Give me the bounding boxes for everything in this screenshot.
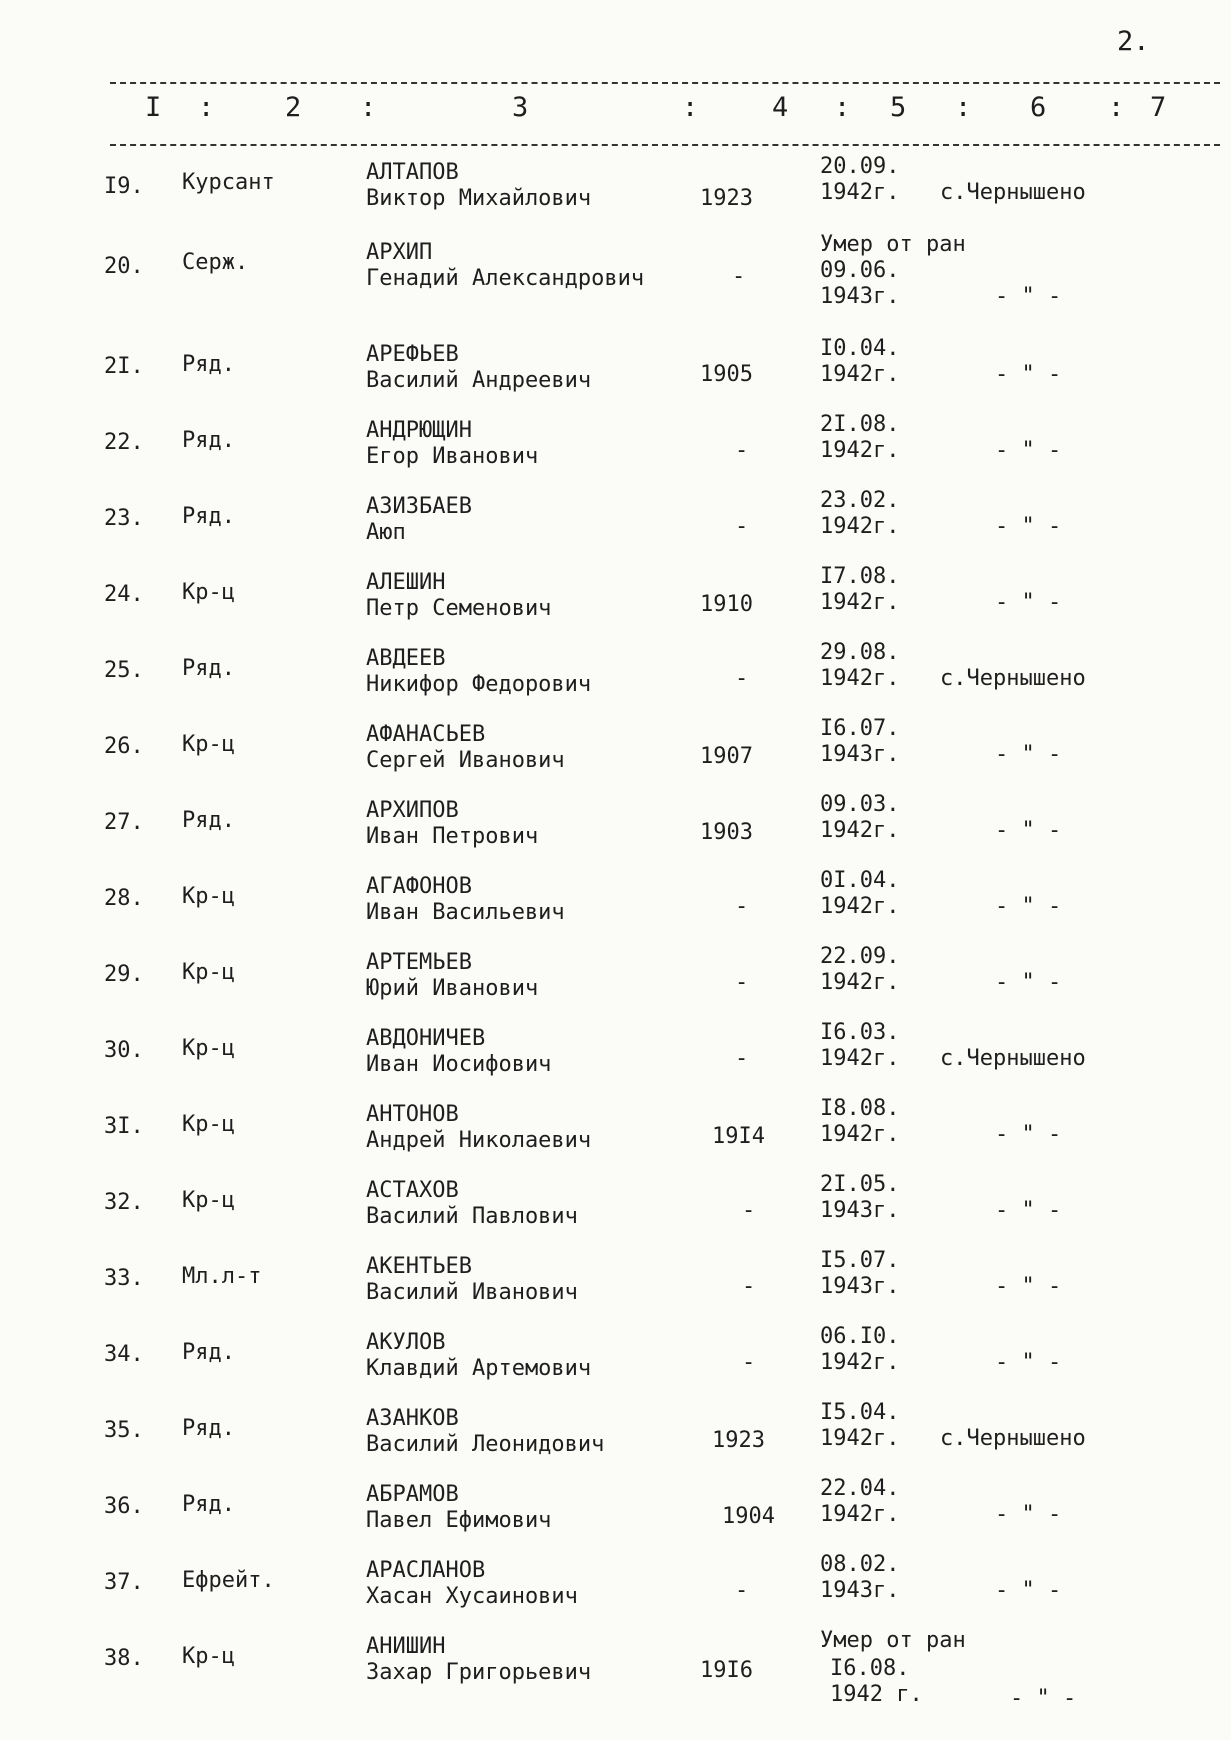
row-surname: АКУЛОВ <box>366 1330 446 1355</box>
row-given-name: Петр Семенович <box>366 596 552 621</box>
row-surname: АРЕФЬЕВ <box>366 342 459 367</box>
row-birth-year: 1923 <box>712 1428 765 1453</box>
row-name <box>366 1254 578 1306</box>
row-birth-year: 1903 <box>700 820 753 845</box>
row-birth-year: - <box>742 1350 756 1375</box>
row-birth-year: 1904 <box>722 1504 775 1529</box>
row-given-name: Никифор Федорович <box>366 672 592 697</box>
row-given-name: Василий Иванович <box>366 1280 578 1305</box>
row-name <box>366 1558 578 1610</box>
header-col6: 6 <box>1030 92 1047 123</box>
row-rank: Ряд. <box>182 352 235 377</box>
row-rank: Серж. <box>182 250 249 275</box>
row-surname: АРХИП <box>366 240 433 265</box>
header-sep: : <box>198 92 215 123</box>
row-birth-year: 1907 <box>700 744 753 769</box>
row-given-name: Василий Леонидович <box>366 1432 605 1457</box>
row-surname: АКЕНТЬЕВ <box>366 1254 472 1279</box>
row-name <box>366 1026 551 1078</box>
row-death-date-year: 1943г. <box>820 742 900 767</box>
row-burial-place: - " - <box>995 590 1062 615</box>
row-number: 24. <box>104 582 144 607</box>
row-given-name: Юрий Иванович <box>366 976 539 1001</box>
row-birth-year: - <box>735 514 749 539</box>
row-name <box>366 798 538 850</box>
row-surname: АБРАМОВ <box>366 1482 459 1507</box>
row-number: 32. <box>104 1190 144 1215</box>
row-birth-year: 1910 <box>700 592 753 617</box>
row-name <box>366 950 538 1002</box>
row-birth-year: 19I4 <box>712 1124 765 1149</box>
row-burial-place: с.Чернышено <box>940 666 1086 691</box>
row-surname: АСТАХОВ <box>366 1178 459 1203</box>
row-surname: АНИШИН <box>366 1634 446 1659</box>
row-birth-year: - <box>735 1046 749 1071</box>
row-rank: Ряд. <box>182 504 235 529</box>
row-death-date-day: I8.08. <box>820 1096 900 1121</box>
row-number: 28. <box>104 886 144 911</box>
row-rank: Кр-ц <box>182 1036 235 1061</box>
row-birth-year: 19I6 <box>700 1658 753 1683</box>
row-surname: АНДРЮЩИН <box>366 418 472 443</box>
row-rank: Ефрейт. <box>182 1568 275 1593</box>
row-death-date-day: I6.03. <box>820 1020 900 1045</box>
row-given-name: Василий Андреевич <box>366 368 592 393</box>
row-death-date-day: 29.08. <box>820 640 900 665</box>
row-death-date-day: I5.04. <box>820 1400 900 1425</box>
header-sep: : <box>682 92 699 123</box>
row-birth-year: - <box>735 970 749 995</box>
row-death-date-day: 09.06. <box>820 258 900 283</box>
row-birth-year: - <box>735 1578 749 1603</box>
header-col5: 5 <box>890 92 907 123</box>
row-surname: АРАСЛАНОВ <box>366 1558 486 1583</box>
row-death-date-day: I7.08. <box>820 564 900 589</box>
header-col2: 2 <box>285 92 302 123</box>
row-given-name: Генадий Александрович <box>366 266 645 291</box>
row-death-date-day: 2I.05. <box>820 1172 900 1197</box>
row-name <box>366 1102 591 1154</box>
row-name <box>366 874 565 926</box>
row-number: 29. <box>104 962 144 987</box>
row-death-date-day: 06.I0. <box>820 1324 900 1349</box>
row-death-date-year: 1942 г. <box>830 1682 923 1707</box>
row-burial-place: - " - <box>995 1122 1062 1147</box>
row-burial-place: - " - <box>995 438 1062 463</box>
row-birth-year: - <box>735 438 749 463</box>
row-burial-place: - " - <box>995 514 1062 539</box>
row-death-date-day: 09.03. <box>820 792 900 817</box>
row-burial-place: - " - <box>995 1502 1062 1527</box>
row-given-name: Аюп <box>366 520 406 545</box>
row-rank: Ряд. <box>182 1492 235 1517</box>
row-birth-year: - <box>735 666 749 691</box>
row-rank: Ряд. <box>182 1416 235 1441</box>
row-death-date-day: 0I.04. <box>820 868 900 893</box>
row-surname: АЛЕШИН <box>366 570 446 595</box>
row-burial-place: - " - <box>995 818 1062 843</box>
row-name <box>366 342 591 394</box>
row-death-date-day: 2I.08. <box>820 412 900 437</box>
row-burial-place: - " - <box>995 1350 1062 1375</box>
row-surname: АРХИПОВ <box>366 798 459 823</box>
row-birth-year: - <box>742 1274 756 1299</box>
row-death-date-year: 1943г. <box>820 1198 900 1223</box>
row-death-date-year: 1942г. <box>820 514 900 539</box>
row-birth-year: 1905 <box>700 362 753 387</box>
row-rank: Кр-ц <box>182 580 235 605</box>
header-col1: I <box>145 92 162 123</box>
row-name <box>366 1634 591 1686</box>
row-note: Умер от ран <box>820 1628 966 1653</box>
row-death-date-day: I5.07. <box>820 1248 900 1273</box>
header-col3: 3 <box>512 92 529 123</box>
row-number: 33. <box>104 1266 144 1291</box>
row-given-name: Егор Иванович <box>366 444 539 469</box>
page-number: 2. <box>1117 26 1150 57</box>
row-death-date-year: 1942г. <box>820 970 900 995</box>
row-surname: АЗИЗБАЕВ <box>366 494 472 519</box>
header-sep: : <box>834 92 851 123</box>
row-death-date-year: 1942г. <box>820 666 900 691</box>
row-rank: Кр-ц <box>182 1644 235 1669</box>
row-number: 35. <box>104 1418 144 1443</box>
row-death-date-day: I6.08. <box>830 1656 910 1681</box>
row-death-date-year: 1942г. <box>820 894 900 919</box>
row-name <box>366 1406 604 1458</box>
row-surname: АГАФОНОВ <box>366 874 472 899</box>
row-number: 22. <box>104 430 144 455</box>
row-burial-place: - " - <box>995 970 1062 995</box>
row-number: 36. <box>104 1494 144 1519</box>
row-given-name: Хасан Хусаинович <box>366 1584 578 1609</box>
row-rank: Кр-ц <box>182 732 235 757</box>
row-name <box>366 1330 591 1382</box>
row-number: 26. <box>104 734 144 759</box>
row-number: 25. <box>104 658 144 683</box>
row-note: Умер от ран <box>820 232 966 257</box>
row-death-date-year: 1942г. <box>820 1350 900 1375</box>
row-surname: АФАНАСЬЕВ <box>366 722 486 747</box>
row-burial-place: - " - <box>995 1274 1062 1299</box>
row-death-date-day: I6.07. <box>820 716 900 741</box>
row-burial-place: - " - <box>1010 1686 1077 1711</box>
header-col7: 7 <box>1150 92 1167 123</box>
row-rank: Мл.л-т <box>182 1264 262 1289</box>
row-number: 30. <box>104 1038 144 1063</box>
row-given-name: Захар Григорьевич <box>366 1660 592 1685</box>
row-burial-place: с.Чернышено <box>940 1046 1086 1071</box>
row-death-date-day: I0.04. <box>820 336 900 361</box>
row-surname: АВДОНИЧЕВ <box>366 1026 486 1051</box>
row-name <box>366 570 551 622</box>
row-name <box>366 160 591 212</box>
row-death-date-year: 1942г. <box>820 1046 900 1071</box>
row-number: 27. <box>104 810 144 835</box>
row-surname: АЛТАПОВ <box>366 160 459 185</box>
row-burial-place: - " - <box>995 742 1062 767</box>
row-name <box>366 418 538 470</box>
row-rank: Кр-ц <box>182 884 235 909</box>
row-burial-place: - " - <box>995 284 1062 309</box>
row-given-name: Иван Петрович <box>366 824 539 849</box>
row-number: 34. <box>104 1342 144 1367</box>
header-sep: : <box>1108 92 1125 123</box>
row-death-date-day: 22.04. <box>820 1476 900 1501</box>
row-given-name: Павел Ефимович <box>366 1508 552 1533</box>
row-given-name: Виктор Михайлович <box>366 186 592 211</box>
row-name <box>366 1482 551 1534</box>
row-death-date-year: 1942г. <box>820 818 900 843</box>
row-death-date-year: 1942г. <box>820 1426 900 1451</box>
row-rank: Ряд. <box>182 1340 235 1365</box>
row-death-date-year: 1943г. <box>820 284 900 309</box>
header-sep: : <box>955 92 972 123</box>
row-birth-year: 1923 <box>700 186 753 211</box>
row-name <box>366 722 565 774</box>
row-birth-year: - <box>732 264 746 289</box>
row-given-name: Василий Павлович <box>366 1204 578 1229</box>
row-rank: Ряд. <box>182 656 235 681</box>
row-number: 20. <box>104 254 144 279</box>
row-given-name: Сергей Иванович <box>366 748 565 773</box>
row-death-date-year: 1943г. <box>820 1578 900 1603</box>
row-death-date-year: 1942г. <box>820 362 900 387</box>
row-rank: Ряд. <box>182 808 235 833</box>
row-rank: Кр-ц <box>182 1188 235 1213</box>
row-surname: АНТОНОВ <box>366 1102 459 1127</box>
row-death-date-year: 1942г. <box>820 1122 900 1147</box>
row-rank: Ряд. <box>182 428 235 453</box>
row-death-date-day: 22.09. <box>820 944 900 969</box>
row-rank: Курсант <box>182 170 275 195</box>
row-burial-place: - " - <box>995 894 1062 919</box>
row-death-date-year: 1943г. <box>820 1274 900 1299</box>
row-given-name: Андрей Николаевич <box>366 1128 592 1153</box>
row-name <box>366 494 472 546</box>
row-burial-place: - " - <box>995 1578 1062 1603</box>
row-rank: Кр-ц <box>182 960 235 985</box>
row-given-name: Клавдий Артемович <box>366 1356 592 1381</box>
row-birth-year: - <box>735 894 749 919</box>
row-death-date-day: 20.09. <box>820 154 900 179</box>
row-death-date-year: 1942г. <box>820 1502 900 1527</box>
row-number: 3I. <box>104 1114 144 1139</box>
header-bottom-rule <box>110 144 1220 146</box>
row-given-name: Иван Васильевич <box>366 900 565 925</box>
header-sep: : <box>360 92 377 123</box>
row-rank: Кр-ц <box>182 1112 235 1137</box>
header-col4: 4 <box>772 92 789 123</box>
row-number: 38. <box>104 1646 144 1671</box>
row-death-date-day: 23.02. <box>820 488 900 513</box>
row-name <box>366 1178 578 1230</box>
row-number: 23. <box>104 506 144 531</box>
row-death-date-year: 1942г. <box>820 438 900 463</box>
row-burial-place: с.Чернышено <box>940 1426 1086 1451</box>
row-name <box>366 646 591 698</box>
row-given-name: Иван Иосифович <box>366 1052 552 1077</box>
row-name <box>366 240 644 292</box>
row-burial-place: - " - <box>995 362 1062 387</box>
row-number: 37. <box>104 1570 144 1595</box>
row-surname: АЗАНКОВ <box>366 1406 459 1431</box>
row-death-date-day: 08.02. <box>820 1552 900 1577</box>
row-surname: АВДЕЕВ <box>366 646 446 671</box>
header-top-rule <box>110 82 1220 84</box>
row-burial-place: с.Чернышено <box>940 180 1086 205</box>
row-burial-place: - " - <box>995 1198 1062 1223</box>
row-birth-year: - <box>742 1198 756 1223</box>
row-number: I9. <box>104 174 144 199</box>
row-death-date-year: 1942г. <box>820 590 900 615</box>
row-death-date-year: 1942г. <box>820 180 900 205</box>
row-surname: АРТЕМЬЕВ <box>366 950 472 975</box>
row-number: 2I. <box>104 354 144 379</box>
